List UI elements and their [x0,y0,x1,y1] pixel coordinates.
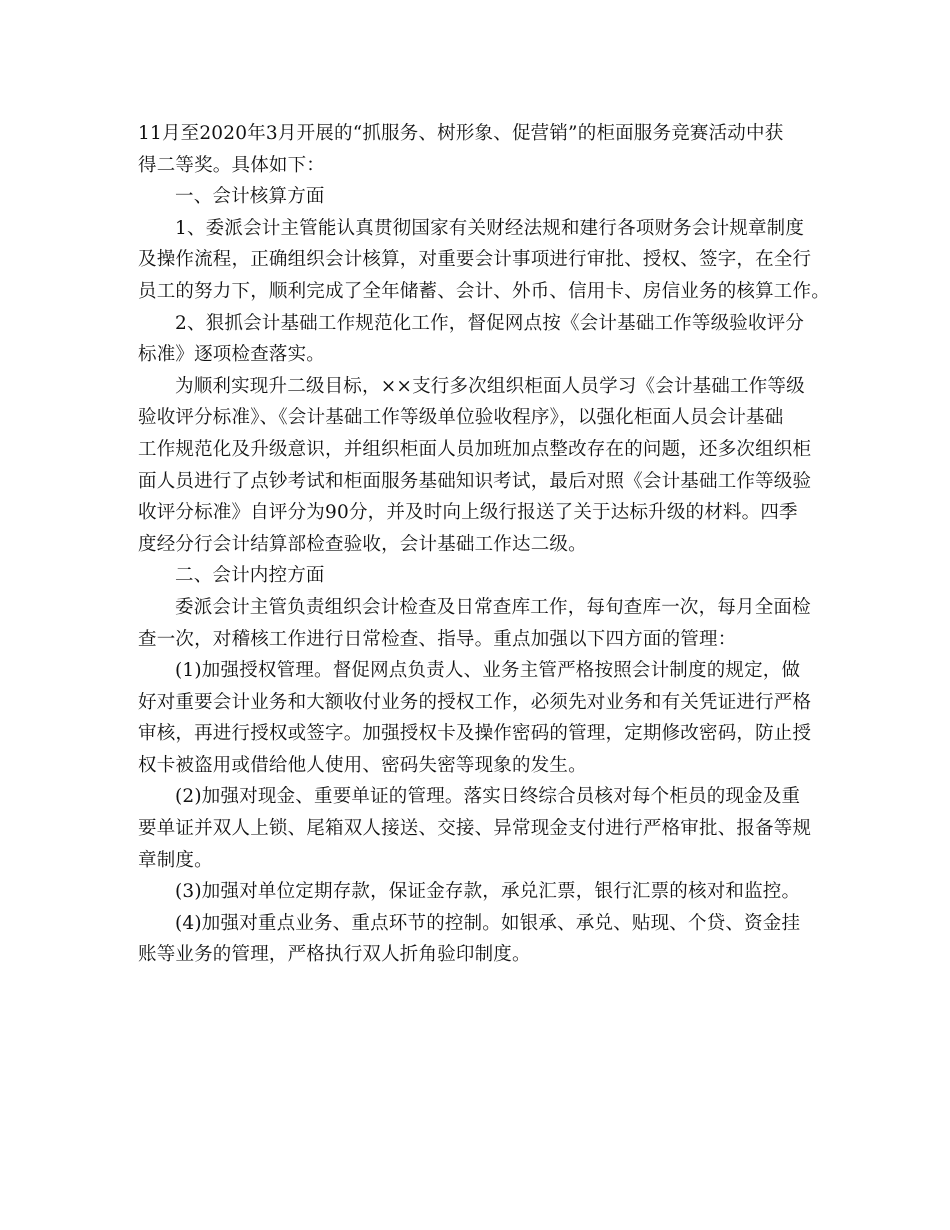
text-line: 及操作流程，正确组织会计核算，对重要会计事项进行审批、授权、签字，在全行 [138,249,812,271]
text-line: 委派会计主管负责组织会计检查及日常查库工作，每旬查库一次，每月全面检 [175,596,811,618]
text-line: 验收评分标准》、《会计基础工作等级单位验收程序》，以强化柜面人员会计基础 [138,407,784,429]
text-line: (1)加强授权管理。督促网点负责人、业务主管严格按照会计制度的规定，做 [175,660,801,682]
text-line: 11月至2020年3月开展的“抓服务、树形象、促营销”的柜面服务竞赛活动中获 [138,123,784,144]
text-line: 账等业务的管理，严格执行双人折角验印制度。 [138,944,531,966]
text-line: 章制度。 [138,849,213,871]
text-line: 查一次，对稽核工作进行日常检查、指导。重点加强以下四方面的管理： [138,628,737,650]
text-line: 为顺利实现升二级目标，××支行多次组织柜面人员学习《会计基础工作等级 [175,375,805,397]
text-line: 二、会计内控方面 [175,565,325,587]
text-line: (4)加强对重点业务、重点环节的控制。如银承、承兑、贴现、个贷、资金挂 [175,912,801,934]
text-line: 一、会计核算方面 [175,186,325,208]
text-line: 度经分行会计结算部检查验收，会计基础工作达二级。 [138,533,587,555]
text-line: 工作规范化及升级意识，并组织柜面人员加班加点整改存在的问题，还多次组织柜 [138,438,812,460]
text-line: 面人员进行了点钞考试和柜面服务基础知识考试，最后对照《会计基础工作等级验 [138,470,812,492]
text-line: 审核，再进行授权或签字。加强授权卡及操作密码的管理，定期修改密码，防止授 [138,723,812,745]
text-line: 员工的努力下，顺利完成了全年储蓄、会计、外币、信用卡、房信业务的核算工作。 [138,280,830,302]
text-line: (3)加强对单位定期存款，保证金存款，承兑汇票，银行汇票的核对和监控。 [175,881,801,903]
text-line: 标准》逐项检查落实。 [138,344,326,366]
text-line: 1、委派会计主管能认真贯彻国家有关财经法规和建行各项财务会计规章制度 [175,217,805,239]
text-line: (2)加强对现金、重要单证的管理。落实日终综合员核对每个柜员的现金及重 [175,786,801,808]
text-line: 得二等奖。具体如下： [138,154,326,176]
text-line: 收评分标准》自评分为90分，并及时向上级行报送了关于达标升级的材料。四季 [138,502,798,524]
text-line: 2、狠抓会计基础工作规范化工作，督促网点按《会计基础工作等级验收评分 [175,312,805,334]
text-line: 要单证并双人上锁、尾箱双人接送、交接、异常现金支付进行严格审批、报备等规 [138,818,812,840]
document-body [138,118,830,971]
text-line: 权卡被盗用或借给他人使用、密码失密等现象的发生。 [138,754,587,776]
text-line: 好对重要会计业务和大额收付业务的授权工作，必须先对业务和有关凭证进行严格 [138,691,812,713]
